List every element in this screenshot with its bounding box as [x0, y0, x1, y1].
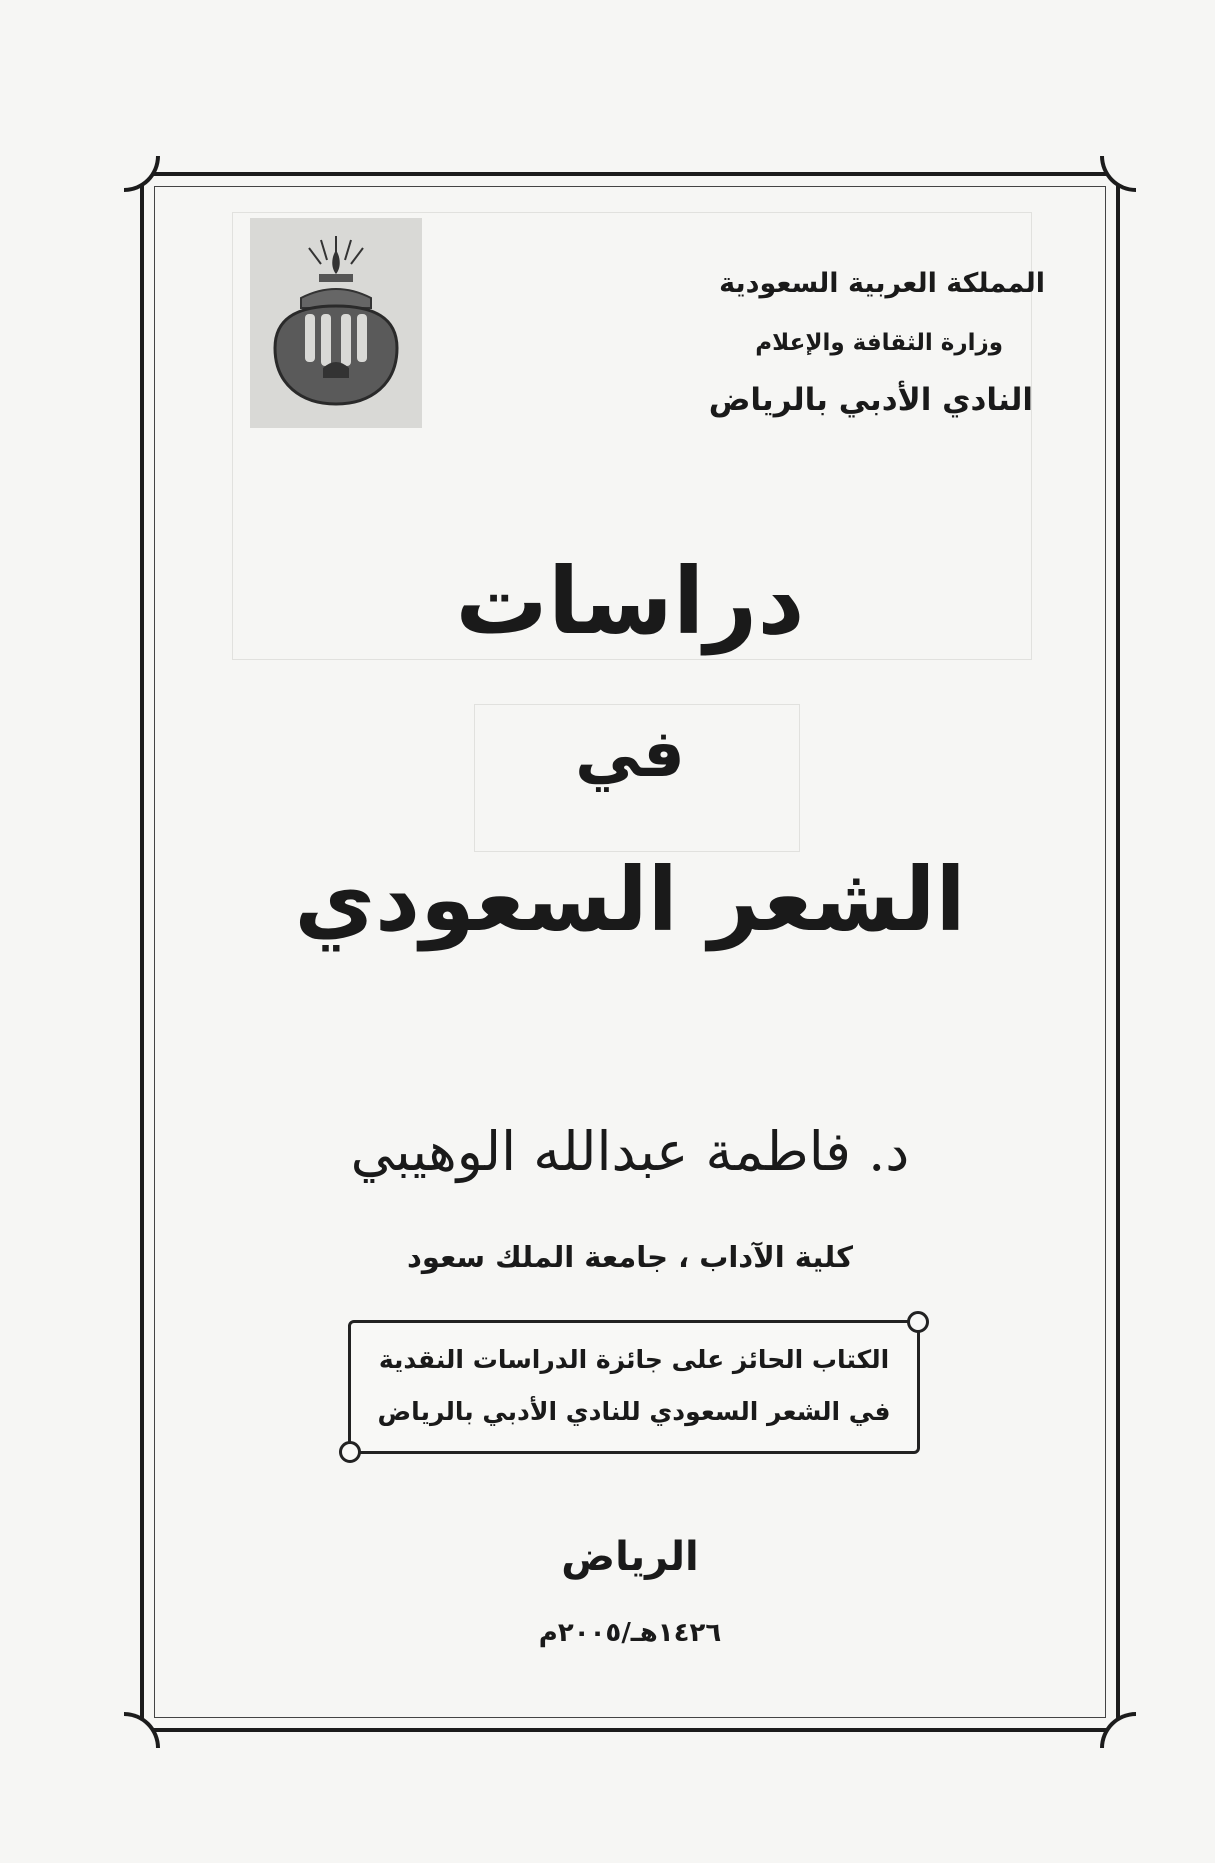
literary-club-emblem-icon	[261, 228, 411, 418]
header-ministry: وزارة الثقافة والإعلام	[755, 330, 1003, 356]
book-title-line3: الشعر السعودي	[294, 848, 966, 951]
imprint-city: الرياض	[561, 1534, 699, 1580]
award-scroll	[348, 1320, 920, 1454]
award-line2: في الشعر السعودي للنادي الأدبي بالرياض	[377, 1397, 891, 1426]
award-line1: الكتاب الحائز على جائزة الدراسات النقدية	[378, 1345, 890, 1374]
author-affiliation: كلية الآداب ، جامعة الملك سعود	[407, 1240, 853, 1274]
logo-panel	[250, 218, 422, 428]
book-title-line2: في	[575, 715, 685, 792]
imprint-date: ١٤٢٦هـ/٢٠٠٥م	[538, 1618, 722, 1648]
header-kingdom: المملكة العربية السعودية	[719, 268, 1045, 299]
author-name: د. فاطمة عبدالله الوهيبي	[350, 1120, 910, 1183]
header-club: النادي الأدبي بالرياض	[708, 382, 1033, 418]
book-title-line1: دراسات	[455, 548, 805, 655]
